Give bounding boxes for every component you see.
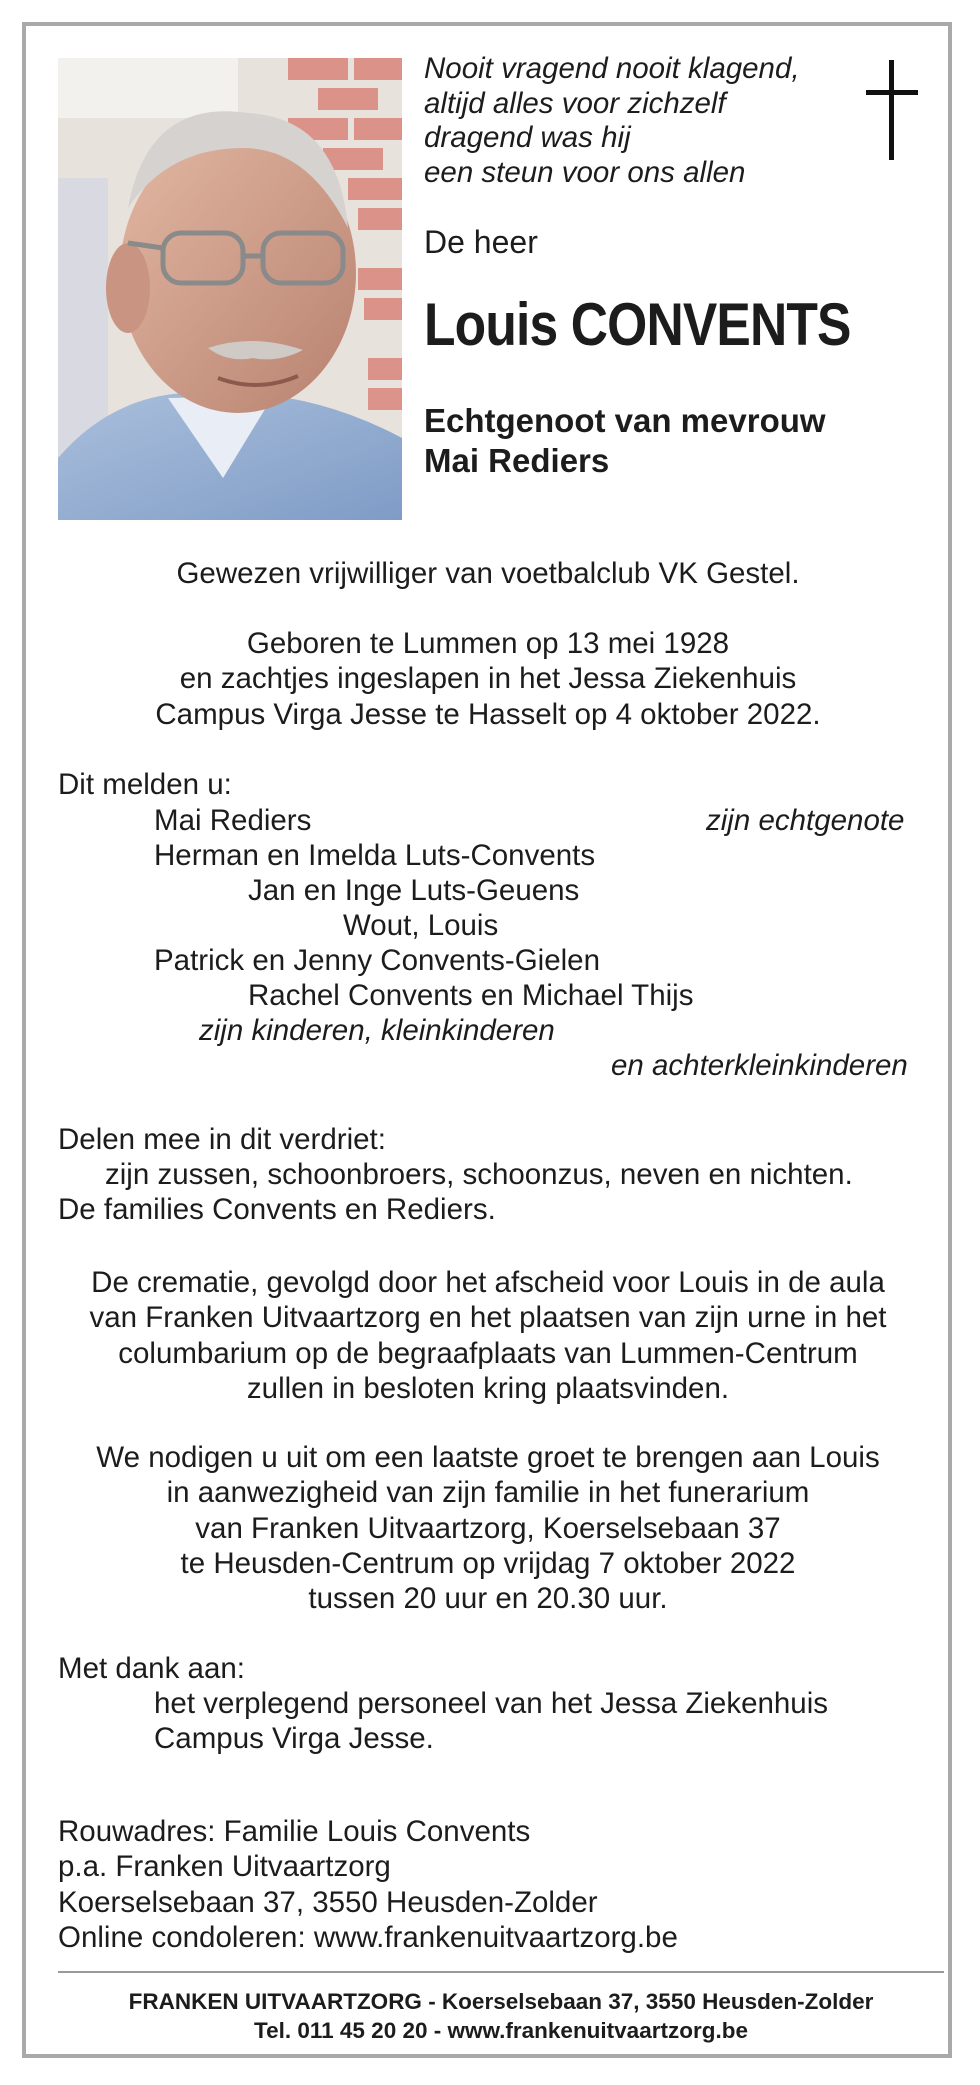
poem	[424, 52, 800, 190]
birth-line: Geboren te Lummen op 13 mei 1928	[246, 627, 730, 660]
deceased-name: Louis CONVENTS	[424, 291, 851, 358]
salutation: De heer	[424, 224, 538, 260]
address-line: p.a. Franken Uitvaartzorg	[58, 1850, 391, 1884]
wife-name: Mai Rediers	[154, 804, 312, 837]
invitation-line: tussen 20 uur en 20.30 uur.	[308, 1582, 668, 1616]
spouse-line-1: Echtgenoot van mevrouw	[424, 402, 826, 439]
cremation-line: van Franken Uitvaartzorg en het plaatsen van zijn urne in het	[89, 1301, 887, 1335]
spouse-line	[424, 401, 826, 481]
invitation-line: We nodigen u uit om een laatste groet te brengen aan Louis	[96, 1441, 880, 1474]
invitation-line: van Franken Uitvaartzorg, Koerselsebaan 37	[195, 1511, 781, 1545]
poem-line: Nooit vragend nooit klagend,	[424, 52, 800, 85]
address-line: Rouwadres: Familie Louis Convents	[58, 1815, 531, 1848]
grief-intro: Delen mee in dit verdriet:	[58, 1123, 386, 1156]
announce-intro: Dit melden u:	[58, 768, 232, 801]
poem-line: dragend was hij	[424, 121, 631, 154]
cremation-block	[58, 1265, 918, 1406]
grief-relatives: zijn zussen, schoonbroers, schoonzus, neven en nichten.	[105, 1158, 853, 1191]
footer-line: Tel. 011 45 20 20 - www.frankenuitvaartzorg.be	[254, 2018, 748, 2043]
great-grandchildren-line: en achterkleinkinderen	[611, 1049, 908, 1082]
invitation-line: te Heusden-Centrum op vrijdag 7 oktober 2022	[180, 1546, 796, 1580]
family-line: Rachel Convents en Michael Thijs	[248, 979, 694, 1012]
family-line: Patrick en Jenny Convents-Gielen	[154, 944, 601, 977]
condolence-link[interactable]: Online condoleren: www.frankenuitvaartzorg.be	[58, 1920, 678, 1954]
invitation-block	[58, 1440, 918, 1616]
spouse-line-2: Mai Rediers	[424, 442, 610, 479]
grief-families: De families Convents en Rediers.	[58, 1193, 496, 1226]
family-line: Jan en Inge Luts-Geuens	[248, 874, 580, 907]
portrait-photo	[58, 58, 402, 520]
cremation-line: De crematie, gevolgd door het afscheid voor Louis in de aula	[91, 1266, 885, 1299]
footer	[58, 1987, 944, 2045]
thanks-line: Campus Virga Jesse.	[154, 1722, 434, 1755]
invitation-line: in aanwezigheid van zijn familie in het funerarium	[166, 1476, 810, 1510]
birth-line: en zachtjes ingeslapen in het Jessa Ziekenhuis	[179, 662, 797, 696]
thanks-intro: Met dank aan:	[58, 1652, 245, 1685]
thanks-line: het verplegend personeel van het Jessa Ziekenhuis	[154, 1687, 829, 1720]
cremation-line: columbarium op de begraafplaats van Lummen-Centrum	[118, 1336, 858, 1370]
birth-block	[58, 626, 918, 732]
volunteer-line: Gewezen vrijwilliger van voetbalclub VK Gestel.	[176, 557, 800, 590]
address-block	[58, 1814, 678, 1955]
family-line: Herman en Imelda Luts-Convents	[154, 839, 596, 872]
cross-icon	[862, 60, 924, 160]
wife-role: zijn echtgenote	[706, 804, 905, 837]
family-line: Wout, Louis	[343, 909, 499, 942]
address-line: Koerselsebaan 37, 3550 Heusden-Zolder	[58, 1885, 598, 1919]
poem-line: een steun voor ons allen	[424, 155, 746, 189]
poem-line: altijd alles voor zichzelf	[424, 86, 726, 120]
cremation-line: zullen in besloten kring plaatsvinden.	[246, 1371, 730, 1405]
footer-divider	[58, 1971, 944, 1973]
children-line: zijn kinderen, kleinkinderen	[199, 1014, 555, 1047]
footer-line: FRANKEN UITVAARTZORG - Koerselsebaan 37, 3550 Heusden-Zolder	[128, 1989, 874, 2014]
birth-line: Campus Virga Jesse te Hasselt op 4 oktober 2022.	[155, 697, 821, 731]
